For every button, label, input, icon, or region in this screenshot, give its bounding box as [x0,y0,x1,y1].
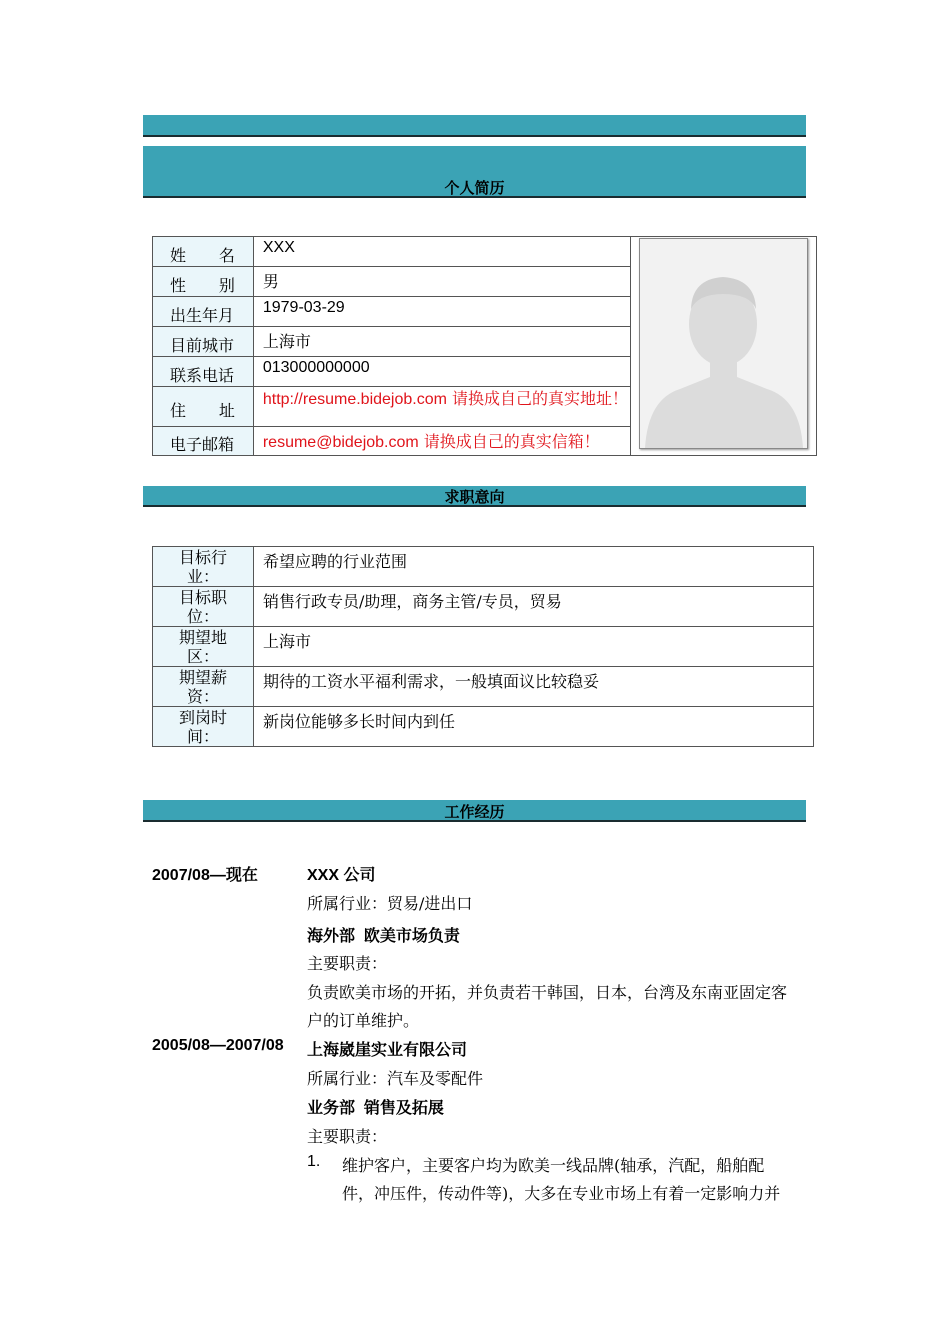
intent-position-value: 销售行政专员/助理，商务主管/专员，贸易 [254,587,814,627]
address-value [253,387,630,427]
intent-position-label: 目标职 位： [153,587,254,627]
job2-item-line2: 件，冲压件，传动件等)，大多在专业市场上有着一定影响力并 [342,1184,781,1203]
job1-industry: 所属行业：贸易/进出口 [307,894,473,913]
personal-info-table [152,236,817,456]
name-value: XXX [253,237,630,267]
gender-value: 男 [253,267,630,297]
work-bar [143,800,806,822]
job2-duties-label: 主要职责： [307,1127,388,1146]
photo-cell [630,237,816,456]
work-title: 工作经历 [444,803,505,821]
title-bar [143,146,806,198]
birth-value: 1979-03-29 [253,297,630,327]
intent-section [152,546,814,747]
job2-position: 业务部 销售及拓展 [307,1100,444,1117]
email-note: 请换成自己的真实信箱！ [418,432,600,451]
intent-bar [143,486,806,507]
intent-region-value: 上海市 [254,627,814,667]
job2-company: 上海崴崖实业有限公司 [307,1042,468,1059]
intent-table [152,546,814,747]
job2-period: 2005/08—2007/08 [152,1037,284,1054]
job2-industry: 所属行业：汽车及零配件 [307,1069,484,1088]
intent-title: 求职意向 [444,488,505,506]
intent-industry-value: 希望应聘的行业范围 [254,547,814,587]
top-bar [143,115,806,137]
intent-salary-value: 期待的工资水平福利需求，一般填面议比较稳妥 [254,667,814,707]
birth-label: 出生年月 [153,297,254,327]
job2-item-number: 1. [307,1153,321,1170]
city-value: 上海市 [253,327,630,357]
intent-region-label: 期望地 区： [153,627,254,667]
job1-duties-line1: 负责欧美市场的开拓，并负责若干韩国，日本，台湾及东南亚固定客 [307,983,788,1002]
job1-company: XXX 公司 [307,867,376,884]
job1-duties-line2: 户的订单维护。 [307,1011,420,1030]
intent-start-label: 到岗时 间： [153,707,254,747]
personal-info-section [152,236,817,456]
address-note: 请换成自己的真实地址！ [446,389,629,408]
gender-label: 性 别 [153,267,254,297]
phone-label: 联系电话 [153,357,254,387]
email-link[interactable]: resume@bidejob.com [262,434,419,451]
phone-value: 013000000000 [253,357,630,387]
email-label: 电子邮箱 [153,427,254,456]
address-url-link[interactable]: http://resume.bidejob.com [262,391,447,408]
photo-frame [639,238,808,449]
job1-position: 海外部 欧美市场负责 [307,928,460,945]
intent-start-value: 新岗位能够多长时间内到任 [254,707,814,747]
job1-period: 2007/08—现在 [152,867,258,884]
name-label: 姓 名 [153,237,254,267]
city-label: 目前城市 [153,327,254,357]
email-value [253,427,630,456]
address-label: 住 址 [153,387,254,427]
job1-duties-label: 主要职责： [307,954,388,973]
job2-item-line1: 维护客户，主要客户均为欧美一线品牌(轴承，汽配，船舶配 [342,1156,765,1175]
avatar-silhouette-icon [640,239,807,448]
intent-salary-label: 期望薪 资： [153,667,254,707]
page-title: 个人简历 [444,179,505,197]
intent-industry-label: 目标行 业： [153,547,254,587]
